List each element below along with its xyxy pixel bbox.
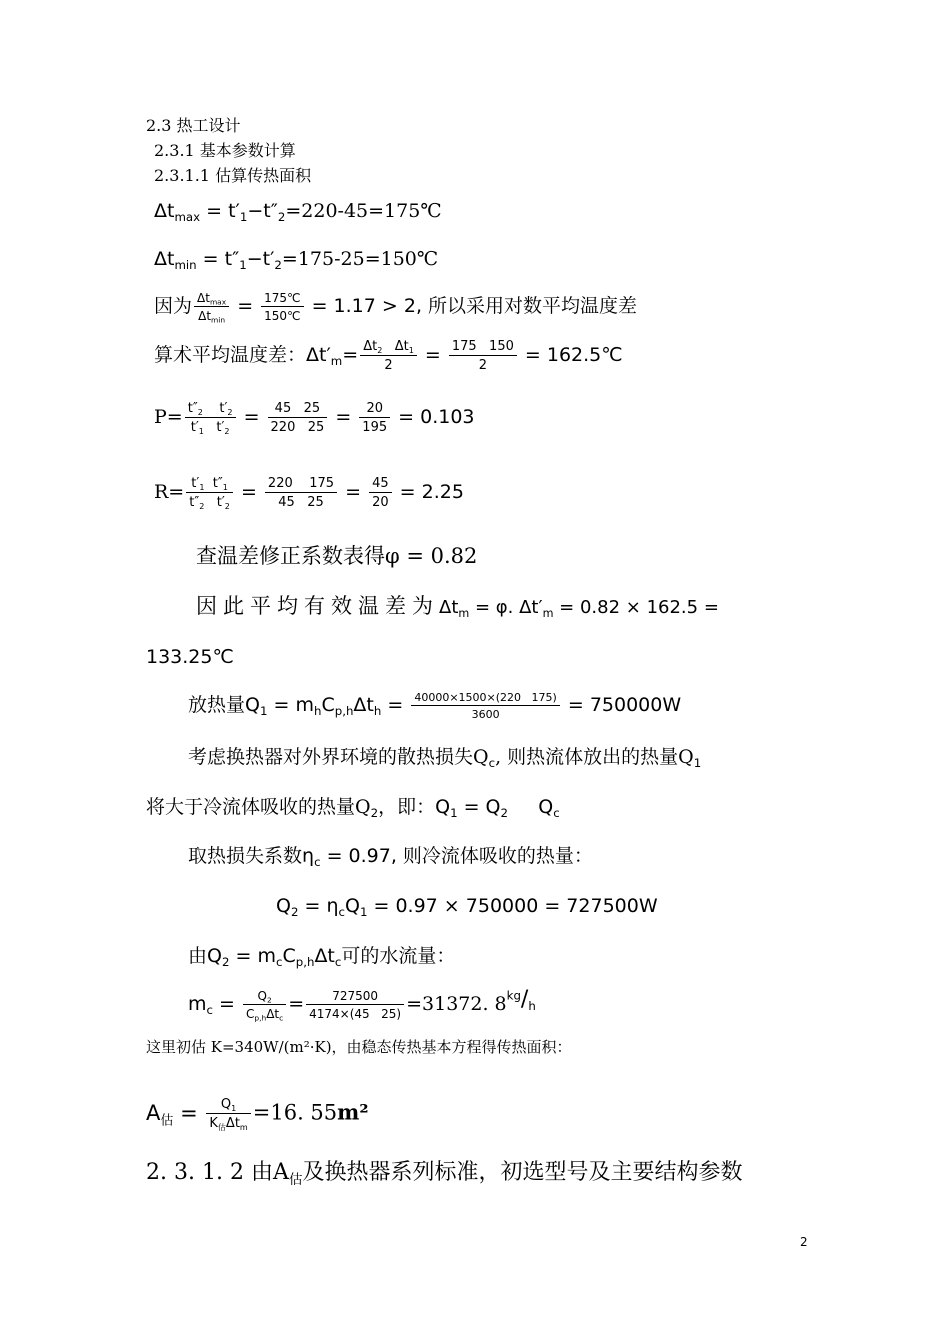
equation-water-flow-intro: 由$Q_2 = m_cC_{p,h}\Delta t_c$可的水流量： bbox=[188, 945, 456, 970]
equation-eta: 取热损失系数$\eta_c = 0.97$, 则冷流体吸收的热量： bbox=[188, 845, 593, 870]
equation-area: $A_估$ = $\frac{Q_1}{K_估\Delta t_m}$ =16. 55m² bbox=[146, 1097, 369, 1132]
fraction-175-150: $\frac{175℃}{150℃}$ bbox=[261, 292, 303, 322]
equation-delta-t-max: $\Delta t_{max}$ = $t'_1-t''_2=220-45=175℃$ bbox=[154, 200, 442, 225]
fraction-dtmax-dtmin: $\frac{\Delta t_{max}}{\Delta t_{min}}$ bbox=[194, 292, 229, 322]
page-number: 2 bbox=[800, 1235, 808, 1249]
fraction-Q2-over-cp: $\frac{Q_2}{C_{p,h}\Delta t_c}$ bbox=[243, 990, 286, 1020]
equation-Q2: $Q_2 = \eta_cQ_1 = 0.97 \times 750000 = 727500W$ bbox=[276, 895, 658, 920]
equation-effective-delta-t-result: 133.25℃ bbox=[146, 646, 234, 668]
fraction-R-symbolic: $\frac{t'_1 t''_1}{t''_2 t'_2}$ bbox=[186, 477, 233, 509]
fraction-heat-release: $\frac{40000\times 1500\times(220 175)}{3600}$ bbox=[411, 692, 559, 720]
paragraph-initial-K: 这里初估 K=340W/(m²·K)，由稳态传热基本方程得传热面积： bbox=[146, 1038, 572, 1056]
equation-P: P= $\frac{t''_2 t'_2}{t'_1 t'_2}$ = $\frac{45 25}{220 25}$ = $\frac{20}{195}$ = 0.103 bbox=[154, 401, 475, 436]
fraction-727500: $\frac{727500}{4174\times(45 25)}$ bbox=[306, 990, 404, 1020]
heading-2-3-1-1: 2.3.1.1 估算传热面积 bbox=[154, 166, 312, 185]
heading-2-3-1-2: 2. 3. 1. 2 由$A_估$及换热器系列标准，初选型号及主要结构参数 bbox=[146, 1160, 743, 1188]
equation-Q1: 放热量$Q_1 = m_hC_{p,h}\Delta t_h$ = $\frac{40000\times 1500\times(220 175)}{3600}$ = 750000W bbox=[188, 691, 682, 721]
fraction-R-numeric: $\frac{220 175}{45 25}$ bbox=[265, 477, 337, 509]
fraction-Q1-over-K-dtm: $\frac{Q_1}{K_估\Delta t_m}$ bbox=[206, 1098, 250, 1130]
heading-2-3-1: 2.3.1 基本参数计算 bbox=[154, 141, 296, 160]
fraction-dt2-dt1: $\frac{\Delta t_2 \Delta t_1}{2}$ bbox=[360, 340, 417, 372]
equation-phi: 查温差修正系数表得φ = 0.82 bbox=[196, 544, 478, 568]
equation-R: R= $\frac{t'_1 t''_1}{t''_2 t'_2}$ = $\frac{220 175}{45 25}$ = $\frac{45}{20}$ = 2.25 bbox=[154, 476, 464, 511]
equation-ratio: 因为 $\frac{\Delta t_{max}}{\Delta t_{min}}$ = $\frac{175℃}{150℃}$ = 1.17 > 2, 所以采用对数平均温度差 bbox=[154, 291, 638, 325]
paragraph-heat-loss-line-2: 将大于冷流体吸收的热量$Q_2$，即：$Q_1 = Q_2$ $Q_c$ bbox=[146, 796, 560, 821]
equation-effective-delta-t: 因此平均有效温差为$\Delta t_m = \varphi$. $\Delta t'_m = 0.82 \times 162.5$ = bbox=[196, 594, 719, 620]
fraction-175-150-over-2: $\frac{175 150}{2}$ bbox=[449, 340, 517, 372]
fraction-P-symbolic: $\frac{t''_2 t'_2}{t'_1 t'_2}$ bbox=[185, 402, 236, 434]
fraction-20-195: $\frac{20}{195}$ bbox=[359, 402, 390, 434]
heading-2-3: 2.3 热工设计 bbox=[146, 116, 241, 135]
equation-mc: $m_c$ = $\frac{Q_2}{C_{p,h}\Delta t_c}$ = $\frac{727500}{4174\times(45 25)}$ =31372. $8^{kg}/_h$ bbox=[188, 987, 536, 1023]
equation-arithmetic-mean: 算术平均温度差：$\Delta t'_m=$ $\frac{\Delta t_2 \Delta t_1}{2}$ = $\frac{175 150}{2}$ = 162.5℃ bbox=[154, 339, 623, 373]
fraction-45-20: $\frac{45}{20}$ bbox=[369, 477, 392, 509]
paragraph-heat-loss-line-1: 考虑换热器对外界环境的散热损失$Q_c$, 则热流体放出的热量$Q_1$ bbox=[188, 746, 702, 771]
fraction-P-numeric: $\frac{45 25}{220 25}$ bbox=[268, 402, 328, 434]
equation-delta-t-min: $\Delta t_{min}$ = $t''_1-t'_2=175-25=150℃$ bbox=[154, 248, 439, 273]
unit-kg-per-h: $^{kg}/_h$ bbox=[506, 987, 536, 1014]
